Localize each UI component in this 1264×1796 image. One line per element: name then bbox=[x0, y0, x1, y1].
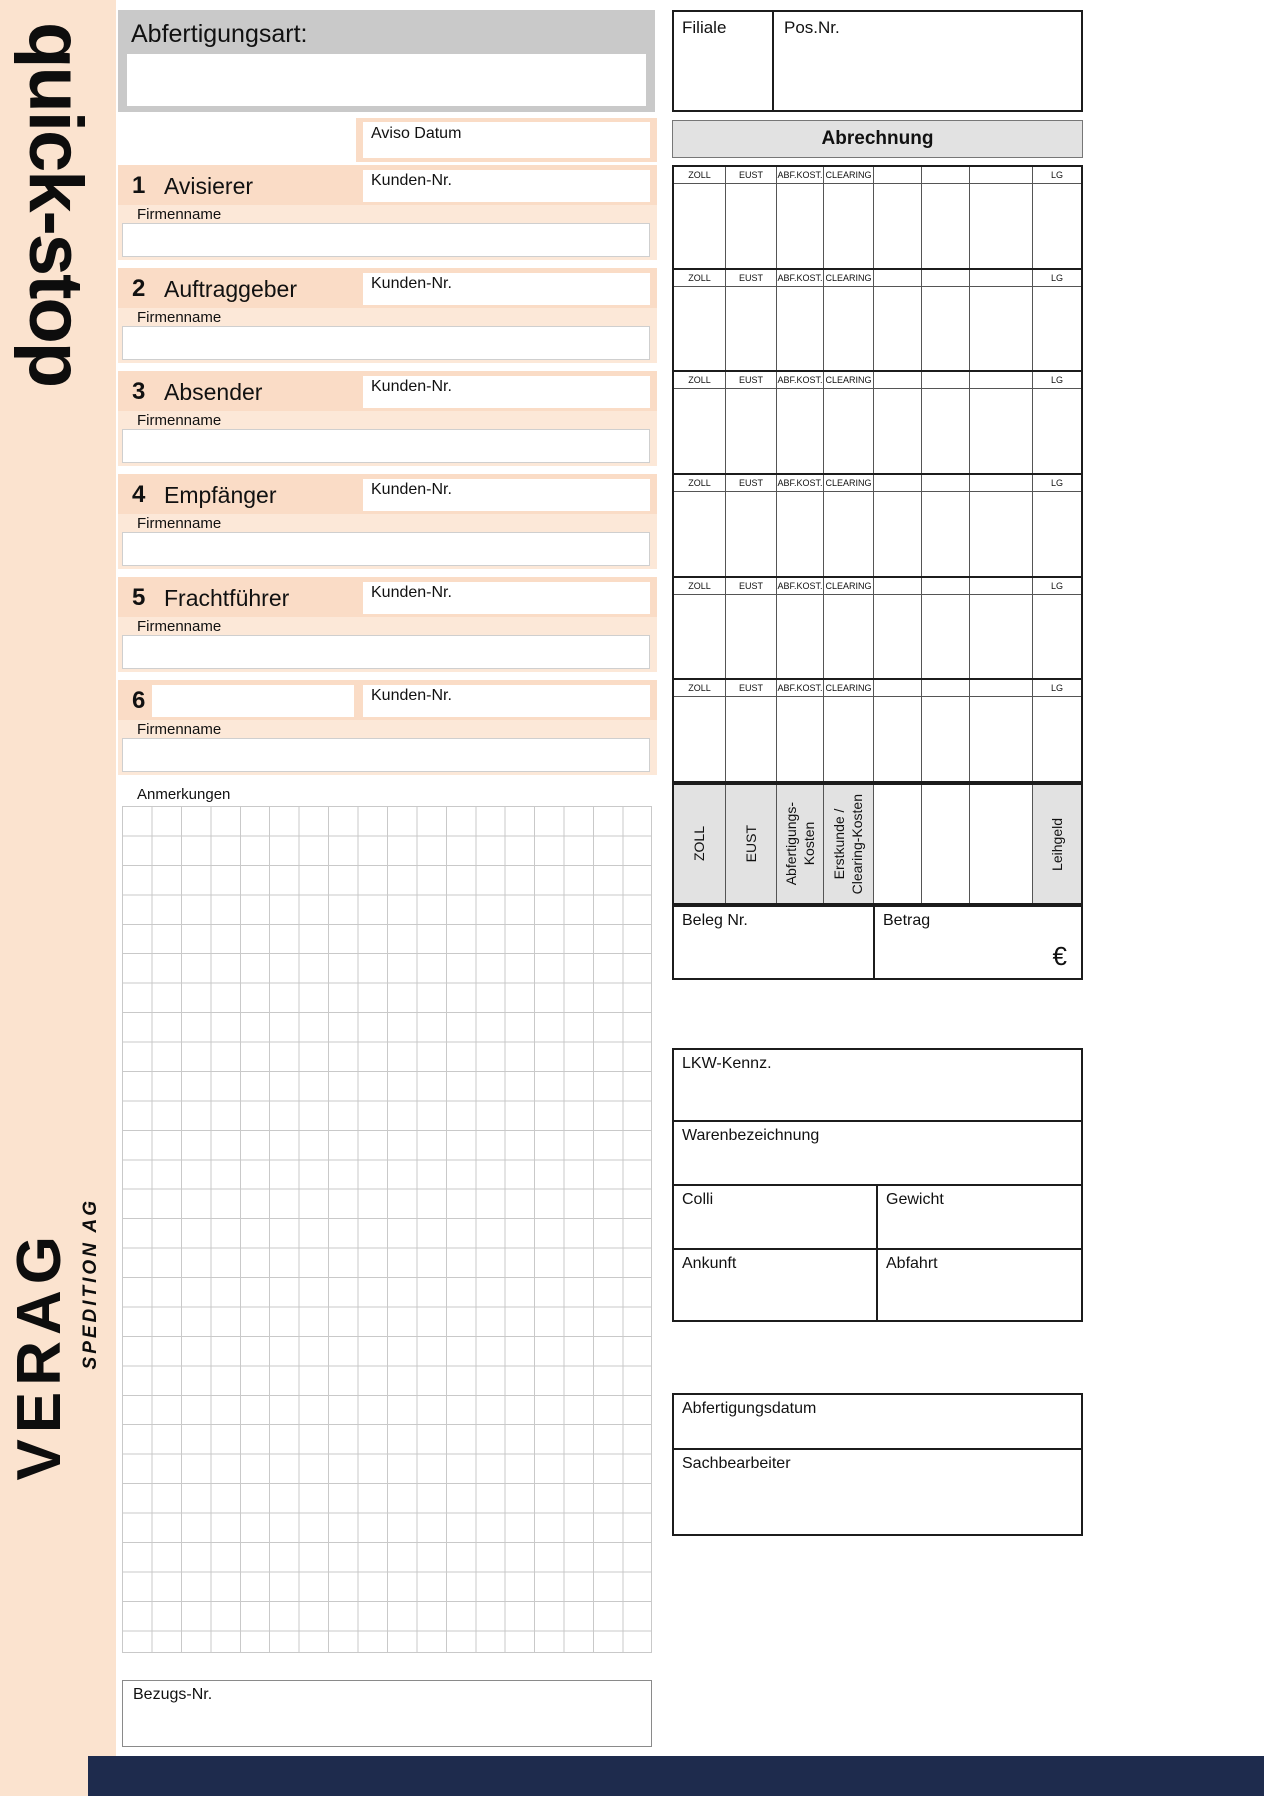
col-header-blank bbox=[874, 475, 922, 491]
col-header-lg: LG bbox=[1050, 272, 1063, 283]
billing-cell[interactable] bbox=[970, 287, 1033, 371]
billing-cell[interactable] bbox=[970, 389, 1033, 473]
billing-row bbox=[674, 270, 1081, 373]
col-header-abfkost: ABF.KOST. bbox=[777, 578, 824, 594]
party-block-4 bbox=[118, 474, 657, 569]
warenbezeichnung-label: Warenbezeichnung bbox=[682, 1127, 820, 1144]
billing-cell[interactable] bbox=[777, 184, 824, 268]
billing-cell[interactable] bbox=[824, 492, 874, 576]
billing-cell[interactable] bbox=[970, 184, 1033, 268]
col-header-lg: LG bbox=[1050, 683, 1063, 694]
firmenname-input[interactable] bbox=[122, 326, 650, 360]
billing-cell[interactable] bbox=[922, 287, 970, 371]
billing-cell[interactable] bbox=[922, 697, 970, 781]
col-header-lg: LG bbox=[1050, 170, 1063, 180]
col-header-blank bbox=[922, 167, 970, 183]
billing-cell[interactable] bbox=[922, 492, 970, 576]
col-header-blank bbox=[922, 578, 970, 594]
col-header-zoll: ZOLL bbox=[674, 578, 726, 594]
filiale-posnr-box bbox=[672, 10, 1083, 112]
billing-row-header bbox=[674, 167, 1081, 184]
abfertigungsart-input[interactable] bbox=[127, 54, 646, 106]
anmerkungen-label: Anmerkungen bbox=[137, 786, 231, 803]
vertical-label-leihgeld: Leihgeld bbox=[1033, 785, 1081, 903]
col-header-blank bbox=[874, 680, 922, 696]
ankunft-box[interactable] bbox=[674, 1250, 878, 1320]
vertical-label-abfertigungskosten: Abfertigungs- Kosten bbox=[777, 785, 824, 903]
billing-cell[interactable] bbox=[874, 595, 922, 679]
billing-row-cells bbox=[674, 184, 1081, 268]
kunden-nr-label: Kunden-Nr. bbox=[371, 584, 452, 601]
billing-cell[interactable] bbox=[674, 595, 726, 679]
billing-cell[interactable] bbox=[1033, 184, 1081, 268]
party-number: 5 bbox=[132, 584, 146, 611]
party-number: 6 bbox=[132, 687, 146, 714]
party-block-6 bbox=[118, 680, 657, 775]
billing-cell[interactable] bbox=[674, 389, 726, 473]
billing-row bbox=[674, 680, 1081, 781]
gewicht-label: Gewicht bbox=[886, 1191, 944, 1208]
kunden-nr-label: Kunden-Nr. bbox=[371, 687, 452, 704]
col-header-zoll: ZOLL bbox=[674, 270, 726, 286]
billing-row-cells bbox=[674, 595, 1081, 679]
aviso-datum-section bbox=[356, 118, 657, 162]
sachbearbeiter-box[interactable] bbox=[674, 1450, 1081, 1534]
billing-cell[interactable] bbox=[874, 184, 922, 268]
kunden-nr-field[interactable] bbox=[363, 582, 650, 614]
abrechnung-header bbox=[672, 120, 1083, 158]
col-header-blank bbox=[874, 167, 922, 183]
col-header-eust: EUST bbox=[726, 372, 777, 388]
kunden-nr-label: Kunden-Nr. bbox=[371, 481, 452, 498]
billing-row-header bbox=[674, 475, 1081, 492]
kunden-nr-field[interactable] bbox=[363, 170, 650, 202]
col-header-blank bbox=[970, 680, 1033, 696]
billing-row-cells bbox=[674, 492, 1081, 576]
billing-summary-row bbox=[672, 783, 1083, 905]
billing-cell[interactable] bbox=[1033, 287, 1081, 371]
billing-summary-cell[interactable] bbox=[970, 785, 1033, 903]
billing-row-cells bbox=[674, 287, 1081, 371]
billing-cell[interactable] bbox=[874, 389, 922, 473]
colli-gewicht-row bbox=[674, 1186, 1081, 1250]
footer-bar bbox=[88, 1756, 1264, 1796]
col-header-clearing: CLEARING bbox=[824, 270, 874, 286]
party-number: 2 bbox=[132, 275, 146, 302]
billing-row-header bbox=[674, 372, 1081, 389]
firmenname-input[interactable] bbox=[122, 429, 650, 463]
billing-cell[interactable] bbox=[777, 697, 824, 781]
billing-cell[interactable] bbox=[777, 287, 824, 371]
billing-cell[interactable] bbox=[874, 287, 922, 371]
aviso-datum-label: Aviso Datum bbox=[371, 125, 462, 142]
col-header-zoll: ZOLL bbox=[674, 372, 726, 388]
posnr-label: Pos.Nr. bbox=[784, 18, 840, 37]
verag-logo: VERAG bbox=[5, 1230, 74, 1481]
col-header-blank bbox=[970, 475, 1033, 491]
firmenname-label: Firmenname bbox=[137, 206, 222, 223]
billing-summary-cell[interactable] bbox=[874, 785, 922, 903]
col-header-blank bbox=[922, 475, 970, 491]
billing-cell[interactable] bbox=[726, 184, 777, 268]
col-header-eust: EUST bbox=[726, 578, 777, 594]
kunden-nr-label: Kunden-Nr. bbox=[371, 172, 452, 189]
abfertigungsdatum-label: Abfertigungsdatum bbox=[682, 1400, 817, 1417]
billing-cell[interactable] bbox=[777, 492, 824, 576]
abfertigungsart-box bbox=[118, 10, 655, 112]
billing-summary-cell[interactable] bbox=[922, 785, 970, 903]
kunden-nr-label: Kunden-Nr. bbox=[371, 275, 452, 292]
billing-cell[interactable] bbox=[824, 697, 874, 781]
col-header-clearing: CLEARING bbox=[824, 372, 874, 388]
sachbearbeiter-label: Sachbearbeiter bbox=[682, 1455, 791, 1472]
billing-cell[interactable] bbox=[1033, 492, 1081, 576]
firmenname-input[interactable] bbox=[122, 635, 650, 669]
col-header-clearing: CLEARING bbox=[824, 475, 874, 491]
billing-cell[interactable] bbox=[674, 287, 726, 371]
firmenname-label: Firmenname bbox=[137, 412, 222, 429]
beleg-nr-box[interactable] bbox=[674, 907, 875, 978]
billing-row-cells bbox=[674, 389, 1081, 473]
lkw-kennz-box[interactable] bbox=[674, 1050, 1081, 1122]
firmenname-label: Firmenname bbox=[137, 515, 222, 532]
billing-cell[interactable] bbox=[726, 492, 777, 576]
party-block-2 bbox=[118, 268, 657, 363]
abrechnung-label: Abrechnung bbox=[821, 128, 934, 149]
billing-cell[interactable] bbox=[726, 595, 777, 679]
col-header-eust: EUST bbox=[726, 270, 777, 286]
betrag-label: Betrag bbox=[883, 912, 931, 929]
firmenname-label: Firmenname bbox=[137, 309, 222, 326]
posnr-cell[interactable] bbox=[774, 12, 1081, 110]
vertical-label-clearingkosten: Erstkunde / Clearing-Kosten bbox=[824, 785, 874, 903]
billing-row-header bbox=[674, 270, 1081, 287]
billing-cell[interactable] bbox=[674, 184, 726, 268]
col-header-blank bbox=[874, 578, 922, 594]
bezugs-nr-box[interactable] bbox=[122, 1680, 652, 1747]
abfertigungsdatum-box[interactable] bbox=[674, 1395, 1081, 1450]
billing-cell[interactable] bbox=[674, 697, 726, 781]
billing-cell[interactable] bbox=[922, 595, 970, 679]
col-header-abfkost: ABF.KOST. bbox=[777, 372, 824, 388]
kunden-nr-field[interactable] bbox=[363, 376, 650, 408]
billing-cell[interactable] bbox=[777, 595, 824, 679]
billing-row bbox=[674, 475, 1081, 578]
party-role: Absender bbox=[164, 379, 263, 405]
party-number: 1 bbox=[132, 172, 146, 199]
billing-cell[interactable] bbox=[726, 287, 777, 371]
billing-cell[interactable] bbox=[824, 184, 874, 268]
col-header-clearing: CLEARING bbox=[824, 578, 874, 594]
billing-cell[interactable] bbox=[874, 697, 922, 781]
billing-cell[interactable] bbox=[824, 389, 874, 473]
firmenname-label: Firmenname bbox=[137, 618, 222, 635]
col-header-lg: LG bbox=[1050, 478, 1063, 489]
party-block-3 bbox=[118, 371, 657, 466]
firmenname-input[interactable] bbox=[122, 738, 650, 772]
ankunft-label: Ankunft bbox=[682, 1255, 737, 1272]
colli-label: Colli bbox=[682, 1191, 714, 1208]
euro-symbol: € bbox=[1052, 941, 1067, 971]
warenbezeichnung-box[interactable] bbox=[674, 1122, 1081, 1186]
col-header-clearing: CLEARING bbox=[824, 167, 874, 183]
col-header-clearing: CLEARING bbox=[824, 680, 874, 696]
col-header-blank bbox=[922, 372, 970, 388]
col-header-blank bbox=[970, 372, 1033, 388]
col-header-blank bbox=[970, 270, 1033, 286]
col-header-zoll: ZOLL bbox=[674, 475, 726, 491]
kunden-nr-label: Kunden-Nr. bbox=[371, 378, 452, 395]
aviso-datum-field[interactable] bbox=[363, 122, 650, 158]
bezugs-nr-label: Bezugs-Nr. bbox=[133, 1686, 213, 1703]
processing-box bbox=[672, 1393, 1083, 1536]
shipment-box bbox=[672, 1048, 1083, 1322]
billing-cell[interactable] bbox=[970, 595, 1033, 679]
col-header-abfkost: ABF.KOST. bbox=[777, 475, 824, 491]
abfahrt-label: Abfahrt bbox=[886, 1255, 938, 1272]
billing-cell[interactable] bbox=[970, 697, 1033, 781]
col-header-abfkost: ABF.KOST. bbox=[777, 270, 824, 286]
party-role: Auftraggeber bbox=[164, 276, 297, 302]
firmenname-input[interactable] bbox=[122, 532, 650, 566]
beleg-nr-label: Beleg Nr. bbox=[682, 912, 748, 929]
party-role: Empfänger bbox=[164, 482, 277, 508]
col-header-eust: EUST bbox=[726, 475, 777, 491]
billing-row-header bbox=[674, 578, 1081, 595]
billing-cell[interactable] bbox=[824, 595, 874, 679]
col-header-blank bbox=[874, 372, 922, 388]
billing-cell[interactable] bbox=[1033, 697, 1081, 781]
billing-cell[interactable] bbox=[777, 389, 824, 473]
col-header-abfkost: ABF.KOST. bbox=[777, 167, 824, 183]
billing-cell[interactable] bbox=[970, 492, 1033, 576]
col-header-eust: EUST bbox=[726, 167, 777, 183]
billing-cell[interactable] bbox=[726, 697, 777, 781]
billing-cell[interactable] bbox=[674, 492, 726, 576]
billing-cell[interactable] bbox=[922, 184, 970, 268]
abfahrt-box[interactable] bbox=[878, 1250, 1081, 1320]
gewicht-box[interactable] bbox=[878, 1186, 1081, 1248]
party-number: 4 bbox=[132, 481, 146, 508]
col-header-zoll: ZOLL bbox=[674, 680, 726, 696]
billing-cell[interactable] bbox=[1033, 595, 1081, 679]
billing-cell[interactable] bbox=[922, 389, 970, 473]
billing-cell[interactable] bbox=[726, 389, 777, 473]
col-header-blank bbox=[874, 270, 922, 286]
col-header-lg: LG bbox=[1050, 375, 1063, 386]
betrag-box[interactable] bbox=[875, 907, 1081, 978]
billing-row bbox=[674, 578, 1081, 681]
party-block-5 bbox=[118, 577, 657, 672]
spedition-ag-label: SPEDITION AG bbox=[80, 1198, 101, 1370]
col-header-lg: LG bbox=[1050, 580, 1063, 591]
ankunft-abfahrt-row bbox=[674, 1250, 1081, 1320]
col-header-blank bbox=[970, 578, 1033, 594]
col-header-abfkost: ABF.KOST. bbox=[777, 680, 824, 696]
filiale-label: Filiale bbox=[682, 18, 727, 37]
billing-row-header bbox=[674, 680, 1081, 697]
kunden-nr-field[interactable] bbox=[363, 479, 650, 511]
billing-cell[interactable] bbox=[1033, 389, 1081, 473]
firmenname-input[interactable] bbox=[122, 223, 650, 257]
quick-stop-logo: quick-stop bbox=[13, 22, 98, 387]
billing-row bbox=[674, 372, 1081, 475]
colli-box[interactable] bbox=[674, 1186, 878, 1248]
beleg-betrag-row bbox=[672, 905, 1083, 980]
billing-cell[interactable] bbox=[824, 287, 874, 371]
party-number: 3 bbox=[132, 378, 146, 405]
billing-row-cells bbox=[674, 697, 1081, 781]
kunden-nr-field[interactable] bbox=[363, 273, 650, 305]
col-header-blank bbox=[922, 270, 970, 286]
col-header-blank bbox=[922, 680, 970, 696]
party-block-1 bbox=[118, 165, 657, 260]
firmenname-label: Firmenname bbox=[137, 721, 222, 738]
billing-row bbox=[674, 167, 1081, 270]
lkw-kennz-label: LKW-Kennz. bbox=[682, 1055, 772, 1072]
vertical-label-zoll: ZOLL bbox=[674, 785, 726, 903]
col-header-blank bbox=[970, 167, 1033, 183]
filiale-cell[interactable] bbox=[674, 12, 774, 110]
col-header-zoll: ZOLL bbox=[674, 167, 726, 183]
party-role: Frachtführer bbox=[164, 585, 290, 611]
party-role-input[interactable] bbox=[152, 685, 354, 717]
kunden-nr-field[interactable] bbox=[363, 685, 650, 717]
anmerkungen-grid[interactable] bbox=[122, 806, 652, 1653]
col-header-eust: EUST bbox=[726, 680, 777, 696]
vertical-label-eust: EUST bbox=[726, 785, 777, 903]
abfertigungsart-label: Abfertigungsart: bbox=[131, 20, 308, 48]
party-role: Avisierer bbox=[164, 173, 254, 199]
billing-table bbox=[672, 165, 1083, 783]
billing-cell[interactable] bbox=[874, 492, 922, 576]
